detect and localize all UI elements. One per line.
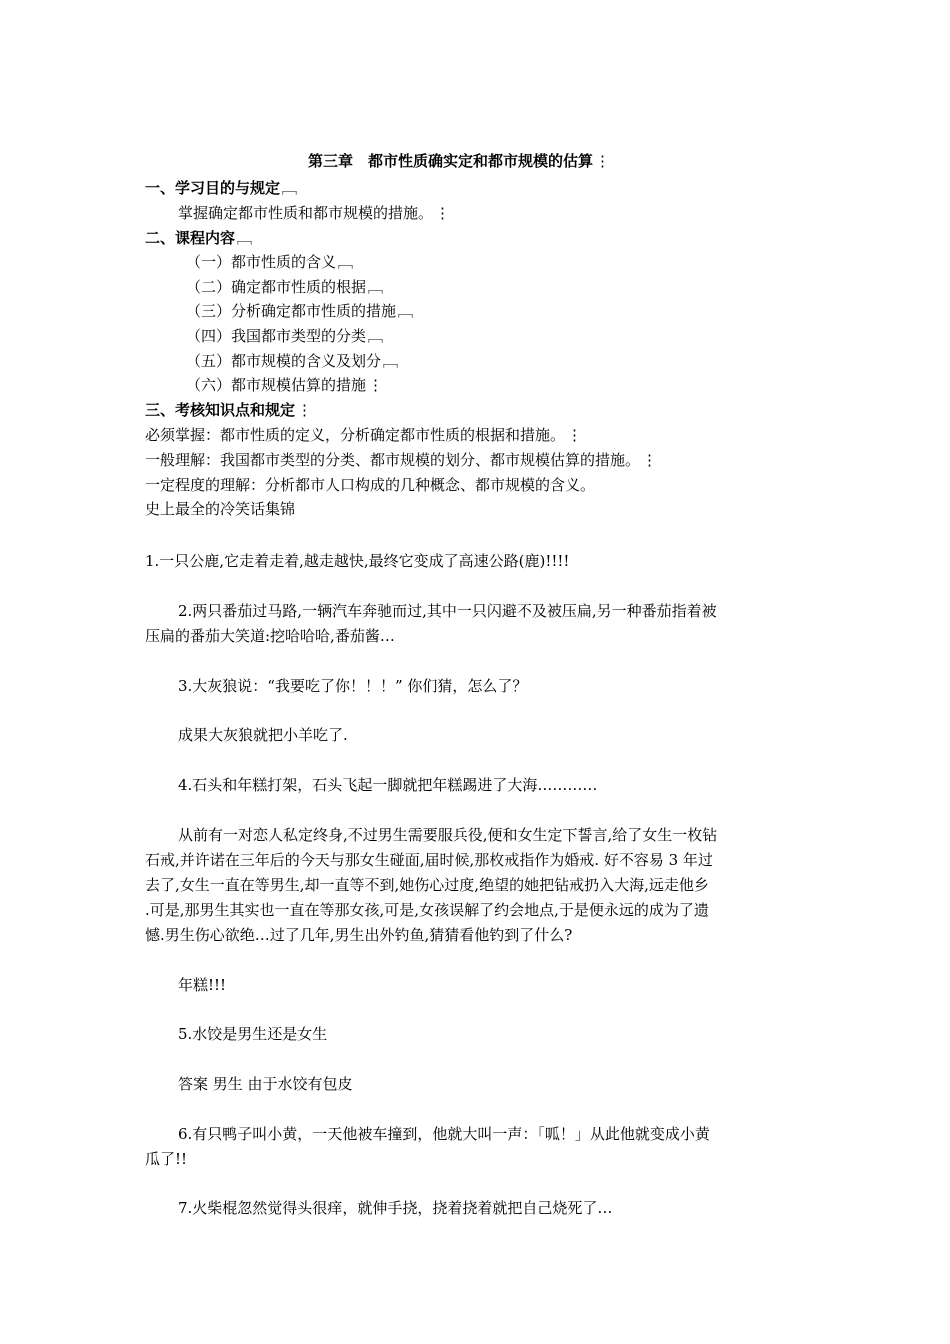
course-item-text: （六）都市规模估算的措施 (186, 376, 367, 394)
bracket-mark: ﹇ (398, 302, 414, 320)
joke-5-answer: 答案 男生 由于水饺有包皮 (178, 1075, 353, 1093)
title-mark: ⋮ (595, 152, 611, 170)
joke-3-answer: 成果大灰狼就把小羊吃了. (178, 726, 348, 744)
course-item-5 (186, 351, 398, 371)
chapter-title-text: 第三章 都市性质确实定和都市规模的估算 (308, 152, 594, 170)
requirement-text: 一般理解：我国都市类型的分类、都市规模的划分、都市规模估算的措施。 (145, 451, 641, 469)
joke-2-line-2: 压扁的番茄大笑道:挖哈哈哈,番茄酱… (145, 627, 395, 645)
chapter-title (308, 151, 610, 171)
bracket-mark: ﹇ (237, 229, 253, 247)
joke-6-line-1: 6.有只鸭子叫小黄，一天他被车撞到，他就大叫一声：「呱！」从此他就变成小黄 (178, 1125, 710, 1143)
joke-4: 4.石头和年糕打架，石头飞起一脚就把年糕踢进了大海………… (178, 776, 598, 794)
course-item-text: （一）都市性质的含义 (186, 253, 337, 271)
joke-6-line-2: 瓜了!! (145, 1150, 188, 1168)
course-item-text: （二）确定都市性质的根据 (186, 278, 367, 296)
course-item-3 (186, 301, 413, 321)
jokes-title: 史上最全的冷笑话集锦 (145, 500, 296, 518)
colon-mark: ⋮ (435, 204, 451, 222)
joke-4-story-line-4: .可是,那男生其实也一直在等那女孩,可是,女孩误解了约会地点,于是便永远的成为了遗 (145, 901, 709, 919)
section-3-heading-text: 三、考核知识点和规定 (145, 401, 296, 419)
joke-1: 1.一只公鹿,它走着走着,越走越快,最终它变成了高速公路(鹿)!!!! (145, 552, 570, 570)
joke-4-punchline: 年糕!!! (178, 976, 227, 994)
section-1-heading (145, 178, 297, 198)
section-3-heading (145, 400, 312, 420)
requirement-text: 一定程度的理解：分析都市人口构成的几种概念、都市规模的含义。 (145, 476, 596, 494)
section-1-body-text: 掌握确定都市性质和都市规模的措施。 (178, 204, 434, 222)
course-item-text: （五）都市规模的含义及划分 (186, 352, 382, 370)
bracket-mark: ﹇ (338, 253, 354, 271)
colon-mark: ⋮ (368, 376, 384, 394)
course-item-text: （三）分析确定都市性质的措施 (186, 302, 397, 320)
course-item-6 (186, 375, 383, 395)
section-1-body (178, 203, 450, 223)
course-item-1 (186, 252, 353, 272)
joke-5: 5.水饺是男生还是女生 (178, 1025, 328, 1043)
requirement-line-1 (145, 425, 582, 445)
section-2-heading-text: 二、课程内容 (145, 229, 236, 247)
joke-4-story-line-5: 憾.男生伤心欲绝…过了几年,男生出外钓鱼,猜猜看他钓到了什么? (145, 926, 573, 944)
joke-7: 7.火柴棍忽然觉得头很痒，就伸手挠，挠着挠着就把自己烧死了… (178, 1199, 613, 1217)
joke-4-story-line-1: 从前有一对恋人私定终身,不过男生需要服兵役,便和女生定下誓言,给了女生一枚钻 (178, 826, 718, 844)
course-item-text: （四）我国都市类型的分类 (186, 327, 367, 345)
course-item-2 (186, 277, 383, 297)
joke-3: 3.大灰狼说：“我要吃了你！！！” 你们猜，怎么了？ (178, 677, 528, 695)
colon-mark: ⋮ (642, 451, 658, 469)
course-item-4 (186, 326, 383, 346)
bracket-mark: ﹇ (368, 327, 384, 345)
section-1-heading-text: 一、学习目的与规定 (145, 179, 281, 197)
colon-mark: ⋮ (297, 401, 313, 419)
requirement-line-2 (145, 450, 657, 470)
bracket-mark: ﹇ (368, 278, 384, 296)
joke-4-story-line-2: 石戒,并许诺在三年后的今天与那女生碰面,届时候,那枚戒指作为婚戒. 好不容易 3 年过 (145, 851, 713, 869)
colon-mark: ⋮ (567, 426, 583, 444)
section-2-heading (145, 228, 252, 248)
joke-4-story-line-3: 去了,女生一直在等男生,却一直等不到,她伤心过度,绝望的她把钻戒扔入大海,远走他乡 (145, 876, 709, 894)
requirement-line-3 (145, 475, 595, 495)
requirement-text: 必须掌握：都市性质的定义，分析确定都市性质的根据和措施。 (145, 426, 566, 444)
bracket-mark: ﹇ (383, 352, 399, 370)
joke-2-line-1: 2.两只番茄过马路,一辆汽车奔驰而过,其中一只闪避不及被压扁,另一种番茄指着被 (178, 602, 717, 620)
bracket-mark: ﹇ (282, 179, 298, 197)
